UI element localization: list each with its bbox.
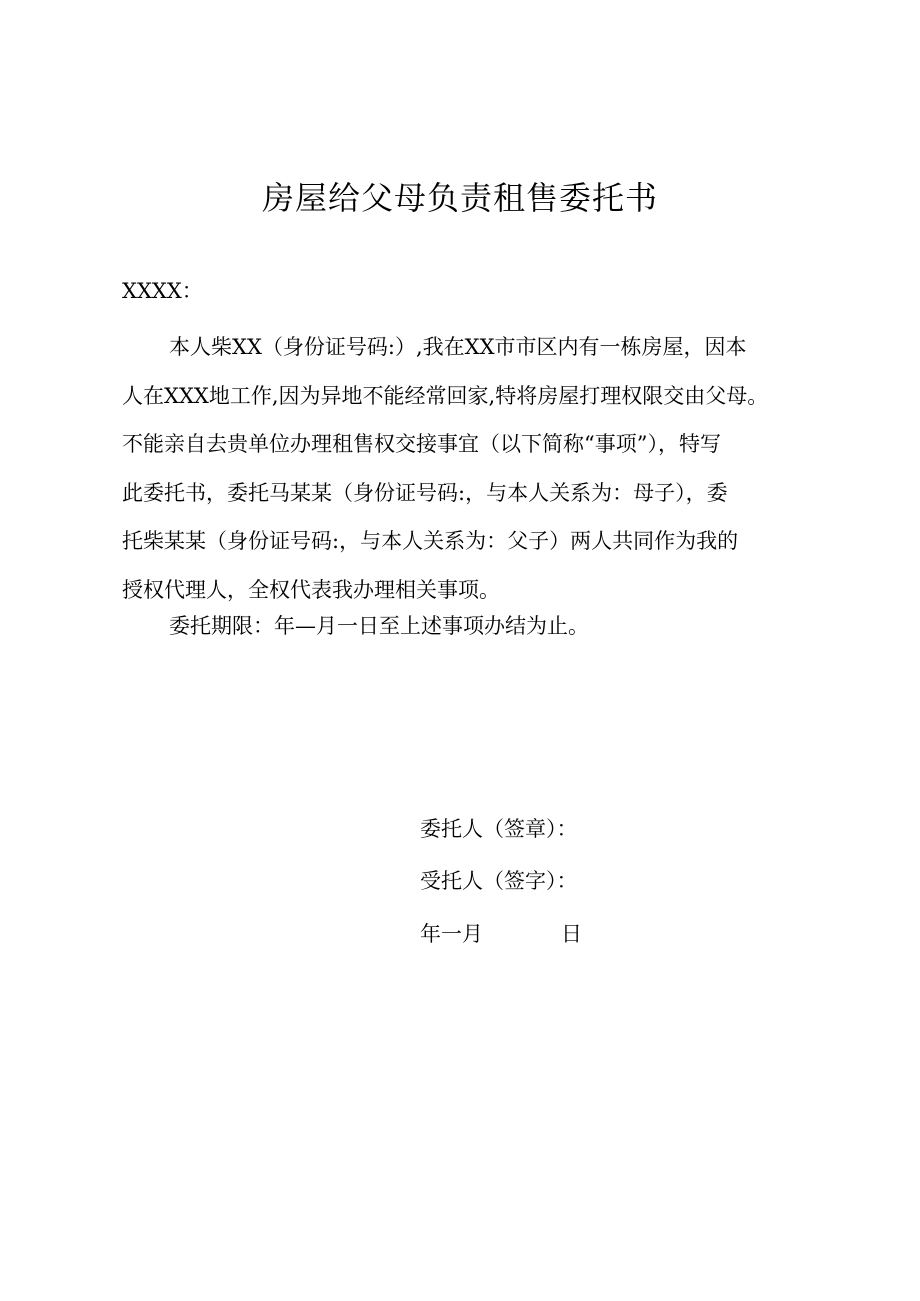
principal-signature-label: 委托人（签章）： xyxy=(420,817,578,841)
signature-date xyxy=(420,919,582,949)
body-paragraph xyxy=(122,323,812,614)
entrustment-term: 委托期限：年—月一日至上述事项办结为止。 xyxy=(169,614,589,638)
date-year-month: 年一月 xyxy=(420,922,483,946)
body-line: 本人柴XX（身份证号码:）,我在XX市市区内有一栋房屋，因本 xyxy=(169,335,747,359)
salutation: XXXX： xyxy=(122,279,203,303)
agent-signature-label: 受托人（签字）： xyxy=(420,869,578,893)
body-line: 此委托书，委托马某某（身份证号码:，与本人关系为：母子），委 xyxy=(122,480,728,505)
body-line: 托柴某某（身份证号码:，与本人关系为：父子）两人共同作为我的 xyxy=(122,529,739,553)
date-day: 日 xyxy=(561,922,582,946)
body-line: 授权代理人，全权代表我办理相关事项。 xyxy=(122,577,500,602)
document-title: 房屋给父母负责租售委托书 xyxy=(261,179,658,217)
body-line: 不能亲自去贵单位办理租售权交接事宜（以下简称“事项”），特写 xyxy=(122,432,721,456)
body-line: 人在XXX地工作,因为异地不能经常回家,特将房屋打理权限交由父母。 xyxy=(122,383,769,408)
